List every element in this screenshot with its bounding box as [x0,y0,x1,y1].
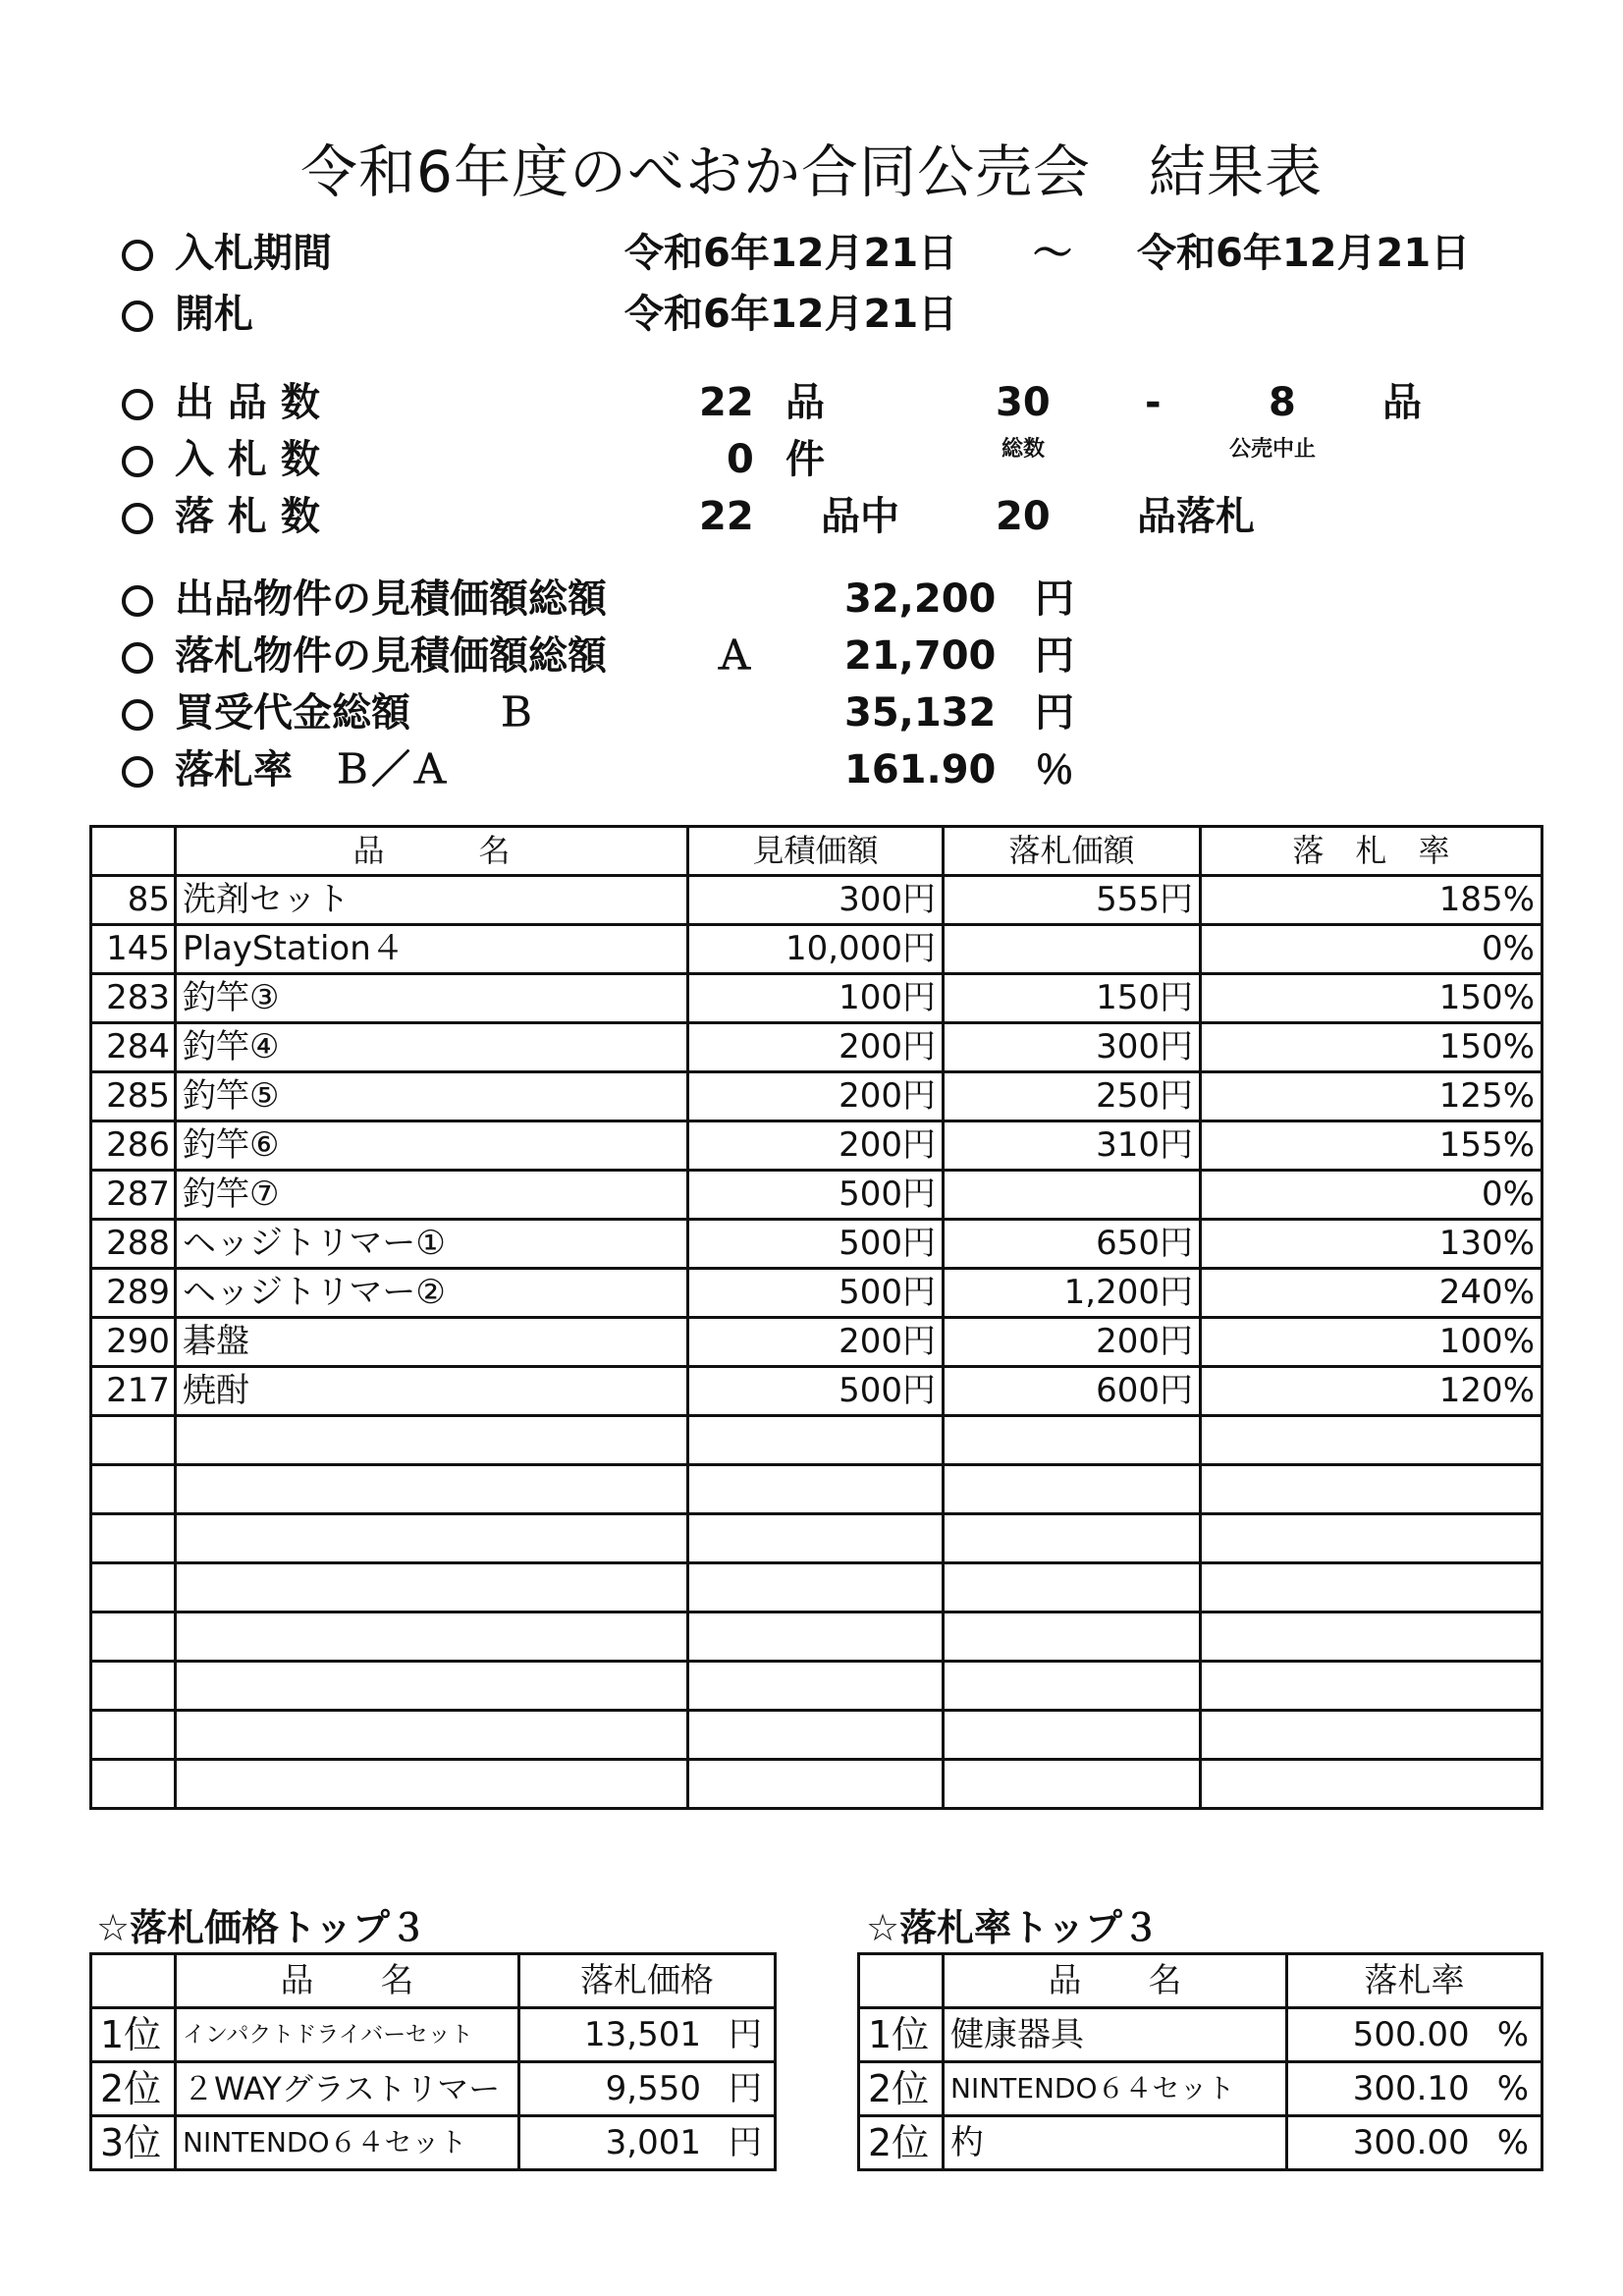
item-name: 焼酎 [176,1367,688,1416]
exhibit-suspended-label: 公売中止 [1229,437,1317,462]
item-name: 碁盤 [176,1318,688,1367]
table-row [91,1023,1542,1072]
ranking-value-cell [519,2062,776,2116]
period-start: 令和6年12月21日 [624,231,958,276]
period-tilde: ～ [1033,231,1072,276]
ranking-value: 3,001 [605,2123,701,2162]
winning-price [944,925,1201,974]
winning-price: 150円 [944,974,1201,1023]
table-row [91,1269,1542,1318]
table-row [91,1220,1542,1269]
totals-tag: Ｂ [496,690,535,736]
estimated-price: 10,000円 [688,925,944,974]
header-cell: 落札率 [1287,1954,1542,2008]
table-row [91,1465,1542,1514]
awarded-row [122,495,320,538]
circle-bullet-icon [122,642,153,674]
table-header-row [91,827,1542,876]
item-number [91,1711,176,1760]
item-name [176,1563,688,1613]
item-name [176,1662,688,1711]
totals-unit: 円 [1035,633,1074,679]
awarded-suffix: 品落札 [1137,494,1255,539]
item-number: 288 [91,1220,176,1269]
totals-row [122,748,450,792]
totals-value: 35,132 [844,690,997,736]
totals-row [122,634,607,678]
ranking-row [91,2008,776,2062]
table-row [91,1760,1542,1809]
circle-bullet-icon [122,389,153,420]
estimated-price [688,1465,944,1514]
item-number: 286 [91,1121,176,1171]
winning-price: 250円 [944,1072,1201,1121]
totals-label: 落札率 Ｂ／Ａ [175,747,450,793]
ranking-unit: % [1496,2015,1529,2054]
winning-price: 650円 [944,1220,1201,1269]
award-rate [1201,1613,1542,1662]
exhibit-unit: 品 [785,380,825,425]
table-row [91,1367,1542,1416]
ranking-value-cell [519,2116,776,2170]
winning-price [944,1613,1201,1662]
estimated-price: 500円 [688,1171,944,1220]
award-rate: 150% [1201,1023,1542,1072]
circle-bullet-icon [122,301,153,332]
item-name: 釣竿⑥ [176,1121,688,1171]
estimated-price: 200円 [688,1072,944,1121]
item-name [176,1613,688,1662]
table-row [91,876,1542,925]
exhibit-count: 22 [699,380,754,425]
estimated-price: 500円 [688,1220,944,1269]
winning-price: 1,200円 [944,1269,1201,1318]
winning-price [944,1711,1201,1760]
estimated-price: 100円 [688,974,944,1023]
item-name: 健康器具 [944,2008,1287,2062]
item-number: 85 [91,876,176,925]
award-rate: 130% [1201,1220,1542,1269]
awarded-count: 22 [699,494,754,539]
header-cell [91,827,176,876]
item-name: インパクトドライバーセット [176,2008,519,2062]
totals-tag: Ａ [715,633,754,679]
table-row [91,1318,1542,1367]
item-name: ヘッジトリマー① [176,1220,688,1269]
estimated-price [688,1613,944,1662]
winning-price [944,1563,1201,1613]
item-name [176,1711,688,1760]
winning-price: 300円 [944,1023,1201,1072]
ranking-row [859,2062,1542,2116]
exhibit-total-label: 総数 [1001,437,1046,462]
item-name [176,1416,688,1465]
table-row [91,1514,1542,1563]
awarded-mid: 品中 [821,494,899,539]
top-rate-title: ☆落札率トップ３ [866,1906,1160,1949]
table-row [91,1416,1542,1465]
header-cell: 品 名 [176,1954,519,2008]
opening-row [122,293,253,336]
award-rate [1201,1465,1542,1514]
award-rate [1201,1662,1542,1711]
totals-label: 出品物件の見積価額総額 [175,576,607,622]
exhibit-unit2: 品 [1382,380,1422,425]
rank: 1位 [91,2008,176,2062]
ranking-value: 13,501 [584,2015,701,2054]
award-rate: 150% [1201,974,1542,1023]
award-rate: 100% [1201,1318,1542,1367]
item-name: PlayStation４ [176,925,688,974]
ranking-value-cell [1287,2062,1542,2116]
table-row [91,1662,1542,1711]
winning-price [944,1416,1201,1465]
award-rate [1201,1760,1542,1809]
ranking-value-cell [1287,2116,1542,2170]
estimated-price: 200円 [688,1121,944,1171]
table-row [91,1563,1542,1613]
circle-bullet-icon [122,240,153,271]
rank: 2位 [859,2062,944,2116]
totals-label: 落札物件の見積価額総額 [175,633,607,679]
circle-bullet-icon [122,585,153,617]
winning-price [944,1171,1201,1220]
bids-label: 入 札 数 [175,437,320,482]
totals-value: 21,700 [844,633,997,679]
estimated-price [688,1563,944,1613]
totals-label: 買受代金総額 [175,690,410,736]
ranking-value: 300.10 [1352,2069,1470,2108]
ranking-value: 500.00 [1352,2015,1470,2054]
winning-price [944,1465,1201,1514]
rank: 2位 [859,2116,944,2170]
item-number: 283 [91,974,176,1023]
estimated-price: 300円 [688,876,944,925]
ranking-unit: 円 [729,2069,762,2108]
award-rate [1201,1514,1542,1563]
opening-label: 開札 [175,292,253,337]
ranking-row [91,2062,776,2116]
top-rate-table [857,1952,1543,2171]
period-label: 入札期間 [175,231,332,276]
item-name: 釣竿③ [176,974,688,1023]
rank: 2位 [91,2062,176,2116]
rank: 1位 [859,2008,944,2062]
page-title: 令和6年度のべおか合同公売会 結果表 [300,138,1323,205]
item-name [176,1760,688,1809]
item-number: 284 [91,1023,176,1072]
item-name: 釣竿⑦ [176,1171,688,1220]
ranking-unit: 円 [729,2015,762,2054]
period-end: 令和6年12月21日 [1137,231,1471,276]
totals-row [122,577,607,621]
table-row [91,974,1542,1023]
totals-unit: 円 [1035,690,1074,736]
item-name: ヘッジトリマー② [176,1269,688,1318]
ranking-row [859,2116,1542,2170]
award-rate [1201,1416,1542,1465]
estimated-price [688,1416,944,1465]
award-rate: 120% [1201,1367,1542,1416]
item-number: 290 [91,1318,176,1367]
table-header-row [91,1954,776,2008]
item-name: ２WAYグラストリマー [176,2062,519,2116]
award-rate: 0% [1201,1171,1542,1220]
ranking-value: 300.00 [1352,2123,1470,2162]
item-name: 釣竿⑤ [176,1072,688,1121]
exhibit-minus: - [1145,380,1162,425]
item-number: 145 [91,925,176,974]
ranking-row [91,2116,776,2170]
exhibit-row [122,381,320,424]
item-number [91,1465,176,1514]
estimated-price: 500円 [688,1367,944,1416]
award-rate: 240% [1201,1269,1542,1318]
totals-value: 161.90 [844,747,997,793]
winning-price: 600円 [944,1367,1201,1416]
table-row [91,1072,1542,1121]
item-number: 289 [91,1269,176,1318]
item-name: 杓 [944,2116,1287,2170]
item-number: 287 [91,1171,176,1220]
totals-row [122,691,410,735]
awarded-won: 20 [996,494,1051,539]
item-name: NINTENDO６４セット [176,2116,519,2170]
estimated-price [688,1662,944,1711]
item-name [176,1514,688,1563]
item-number: 217 [91,1367,176,1416]
item-number: 285 [91,1072,176,1121]
table-row [91,1121,1542,1171]
item-number [91,1760,176,1809]
exhibit-label: 出 品 数 [175,380,320,425]
header-cell [91,1954,176,2008]
totals-unit: 円 [1035,576,1074,622]
item-number [91,1514,176,1563]
table-row [91,1711,1542,1760]
top-price-title: ☆落札価格トップ３ [96,1906,427,1949]
header-cell: 落札価格 [519,1954,776,2008]
totals-value: 32,200 [844,576,997,622]
ranking-value: 9,550 [605,2069,701,2108]
bids-count: 0 [727,437,754,482]
award-rate: 185% [1201,876,1542,925]
rank: 3位 [91,2116,176,2170]
circle-bullet-icon [122,503,153,534]
awarded-label: 落 札 数 [175,494,320,539]
item-name [176,1465,688,1514]
circle-bullet-icon [122,699,153,731]
totals-unit: ％ [1035,747,1074,793]
table-row [91,925,1542,974]
award-rate [1201,1563,1542,1613]
header-cell [859,1954,944,2008]
bids-row [122,438,320,481]
winning-price: 555円 [944,876,1201,925]
header-cell: 品 名 [176,827,688,876]
award-rate: 125% [1201,1072,1542,1121]
ranking-value-cell [1287,2008,1542,2062]
winning-price [944,1662,1201,1711]
exhibit-total: 30 [996,380,1051,425]
item-number [91,1662,176,1711]
estimated-price [688,1711,944,1760]
header-cell: 品 名 [944,1954,1287,2008]
ranking-unit: % [1496,2069,1529,2108]
circle-bullet-icon [122,446,153,477]
ranking-unit: % [1496,2123,1529,2162]
estimated-price [688,1514,944,1563]
top-price-table [89,1952,777,2171]
circle-bullet-icon [122,756,153,788]
header-cell: 見積価額 [688,827,944,876]
award-rate: 155% [1201,1121,1542,1171]
results-table [89,825,1543,1810]
header-cell: 落 札 率 [1201,827,1542,876]
exhibit-suspended: 8 [1269,380,1296,425]
period-row [122,232,332,275]
winning-price: 310円 [944,1121,1201,1171]
item-number [91,1416,176,1465]
estimated-price [688,1760,944,1809]
header-cell: 落札価額 [944,827,1201,876]
item-name: 洗剤セット [176,876,688,925]
ranking-value-cell [519,2008,776,2062]
winning-price [944,1514,1201,1563]
winning-price [944,1760,1201,1809]
table-row [91,1613,1542,1662]
table-header-row [859,1954,1542,2008]
opening-date: 令和6年12月21日 [624,292,958,337]
estimated-price: 200円 [688,1023,944,1072]
award-rate [1201,1711,1542,1760]
winning-price: 200円 [944,1318,1201,1367]
estimated-price: 500円 [688,1269,944,1318]
item-name: 釣竿④ [176,1023,688,1072]
ranking-row [859,2008,1542,2062]
award-rate: 0% [1201,925,1542,974]
bids-unit: 件 [785,437,825,482]
item-name: NINTENDO６４セット [944,2062,1287,2116]
item-number [91,1613,176,1662]
ranking-unit: 円 [729,2123,762,2162]
item-number [91,1563,176,1613]
table-row [91,1171,1542,1220]
estimated-price: 200円 [688,1318,944,1367]
